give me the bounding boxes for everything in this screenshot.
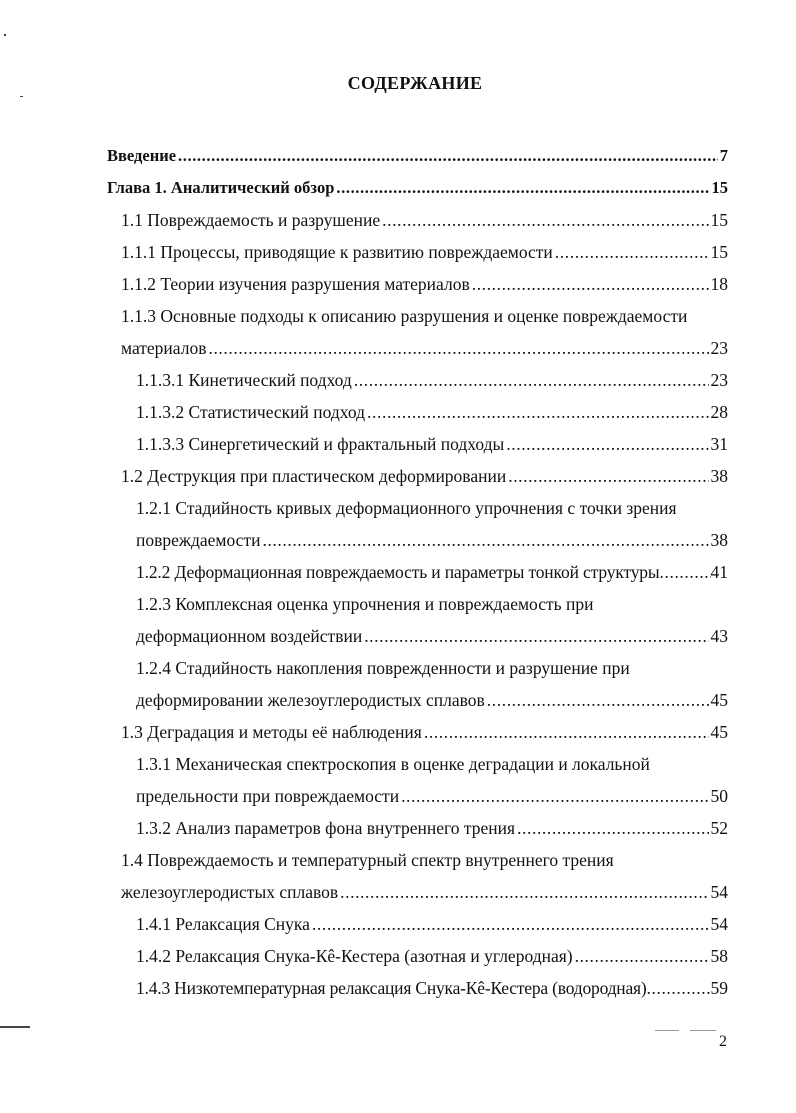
toc-entry-title: 1.1.3.3 Синергетический и фрактальный подходы — [136, 434, 505, 454]
toc-entry-title: 1.1.3.1 Кинетический подход — [136, 370, 352, 390]
toc-entry-page: 28 — [710, 402, 728, 422]
toc-entry-page: 38 — [710, 530, 728, 550]
toc-entry-1-3[interactable] — [121, 720, 728, 744]
toc-entry-title: деформационном воздействии — [136, 626, 363, 646]
toc-leader-dots — [647, 976, 711, 1000]
toc-leader-dots — [262, 528, 708, 552]
toc-leader-dots — [575, 944, 709, 968]
toc-entry-1-1-3[interactable] — [121, 336, 728, 360]
scan-mark — [20, 96, 23, 97]
scan-mark — [4, 34, 6, 36]
toc-leader-dots — [517, 816, 708, 840]
page-number: 2 — [719, 1033, 727, 1050]
toc-entry-title: 1.4.2 Релаксация Снука-Кê-Кестера (азотная и углеродная) — [136, 946, 573, 966]
toc-entry-1-3-1-line1[interactable]: 1.3.1 Механическая спектроскопия в оценке деградации и локальной — [136, 754, 650, 774]
toc-entry-1-1-3-1[interactable] — [136, 368, 728, 392]
toc-leader-dots — [208, 336, 708, 360]
toc-entry-page: 15 — [711, 178, 728, 197]
toc-entry-title: 1.1.1 Процессы, приводящие к развитию повреждаемости — [121, 242, 553, 262]
toc-leader-dots — [312, 912, 709, 936]
toc-entry-page: 15 — [710, 210, 728, 230]
toc-entry-page: 45 — [710, 722, 728, 742]
toc-leader-dots — [382, 208, 708, 232]
toc-entry-title: Глава 1. Аналитический обзор — [107, 178, 335, 197]
toc-entry-page: 58 — [710, 946, 728, 966]
toc-entry-1-4-3[interactable] — [136, 976, 728, 1000]
toc-entry-page: 45 — [710, 690, 728, 710]
toc-entry-1-1[interactable] — [121, 208, 728, 232]
toc-entry-title: 1.4.1 Релаксация Снука — [136, 914, 310, 934]
toc-entry-page: 43 — [710, 626, 728, 646]
toc-entry-1-4-1[interactable] — [136, 912, 728, 936]
toc-entry-1-2[interactable] — [121, 464, 728, 488]
toc-entry-title: Введение — [107, 146, 177, 165]
toc-entry-1-1-3-line1[interactable]: 1.1.3 Основные подходы к описанию разрушения и оценке повреждаемости — [121, 306, 688, 326]
toc-entry-1-2-4-line1[interactable]: 1.2.4 Стадийность накопления поврежденности и разрушение при — [136, 658, 630, 678]
toc-entry-title: 1.1 Повреждаемость и разрушение — [121, 210, 381, 230]
toc-leader-dots — [401, 784, 708, 808]
toc-leader-dots — [487, 688, 709, 712]
toc-entry-1-4[interactable] — [121, 880, 728, 904]
toc-entry-page: 50 — [710, 786, 728, 806]
toc-entry-title: предельности при повреждаемости — [136, 786, 400, 806]
toc-entry-title: 1.2 Деструкция при пластическом деформировании — [121, 466, 507, 486]
toc-entry-1-2-2[interactable] — [136, 560, 728, 584]
toc-entry-page: 7 — [719, 146, 728, 165]
toc-entry-1-4-line1[interactable]: 1.4 Повреждаемость и температурный спектр внутреннего трения — [121, 850, 614, 870]
toc-entry-1-3-2[interactable] — [136, 816, 728, 840]
toc-entry-page: 54 — [710, 914, 728, 934]
scan-mark — [655, 1030, 679, 1031]
toc-entry-page: 23 — [710, 338, 728, 358]
toc-entry-title: 1.2.2 Деформационная повреждаемость и параметры тонкой структуры — [136, 562, 660, 582]
toc-entry-page: 59 — [710, 978, 728, 998]
toc-entry-1-2-4[interactable] — [136, 688, 728, 712]
toc-leader-dots — [364, 624, 708, 648]
toc-leader-dots — [367, 400, 708, 424]
page-title: СОДЕРЖАНИЕ — [347, 73, 483, 93]
toc-entry-page: 23 — [710, 370, 728, 390]
toc-entry-1-1-3-3[interactable] — [136, 432, 728, 456]
scan-mark — [690, 1030, 716, 1031]
toc-entry-title: 1.1.3.2 Статистический подход — [136, 402, 366, 422]
toc-leader-dots — [178, 144, 718, 168]
toc-entry-chapter-1[interactable] — [107, 176, 728, 200]
toc-entry-1-3-1[interactable] — [136, 784, 728, 808]
toc-entry-title: 1.3 Деградация и методы её наблюдения — [121, 722, 422, 742]
toc-leader-dots — [424, 720, 709, 744]
scan-mark — [0, 1026, 30, 1028]
toc-entry-1-1-2[interactable] — [121, 272, 728, 296]
toc-entry-1-2-3[interactable] — [136, 624, 728, 648]
toc-leader-dots — [336, 176, 709, 200]
toc-entry-1-2-3-line1[interactable]: 1.2.3 Комплексная оценка упрочнения и повреждаемость при — [136, 594, 594, 614]
toc-entry-title: материалов — [121, 338, 207, 358]
toc-entry-page: 54 — [710, 882, 728, 902]
toc-entry-title: деформировании железоуглеродистых сплавов — [136, 690, 485, 710]
toc-entry-introduction[interactable] — [107, 144, 728, 168]
toc-leader-dots — [506, 432, 708, 456]
toc-leader-dots — [340, 880, 708, 904]
toc-leader-dots — [508, 464, 708, 488]
toc-entry-page: 15 — [710, 242, 728, 262]
toc-entry-title: железоуглеродистых сплавов — [121, 882, 339, 902]
toc-entry-1-4-2[interactable] — [136, 944, 728, 968]
toc-leader-dots — [555, 240, 709, 264]
toc-entry-1-1-3-2[interactable] — [136, 400, 728, 424]
toc-entry-page: 18 — [710, 274, 728, 294]
toc-entry-title: 1.3.2 Анализ параметров фона внутреннего трения — [136, 818, 516, 838]
toc-leader-dots — [660, 560, 711, 584]
toc-entry-page: 41 — [710, 562, 728, 582]
toc-entry-title: 1.1.2 Теории изучения разрушения материалов — [121, 274, 470, 294]
toc-entry-1-2-1[interactable] — [136, 528, 728, 552]
toc-entry-title: повреждаемости — [136, 530, 261, 550]
toc-leader-dots — [354, 368, 709, 392]
toc-entry-1-2-1-line1[interactable]: 1.2.1 Стадийность кривых деформационного упрочнения с точки зрения — [136, 498, 677, 518]
toc-leader-dots — [472, 272, 709, 296]
toc-entry-title: 1.4.3 Низкотемпературная релаксация Снука-Кê-Кестера (водородная) — [136, 978, 647, 998]
toc-entry-page: 38 — [710, 466, 728, 486]
toc-entry-1-1-1[interactable] — [121, 240, 728, 264]
toc-entry-page: 31 — [710, 434, 728, 454]
toc-entry-page: 52 — [710, 818, 728, 838]
